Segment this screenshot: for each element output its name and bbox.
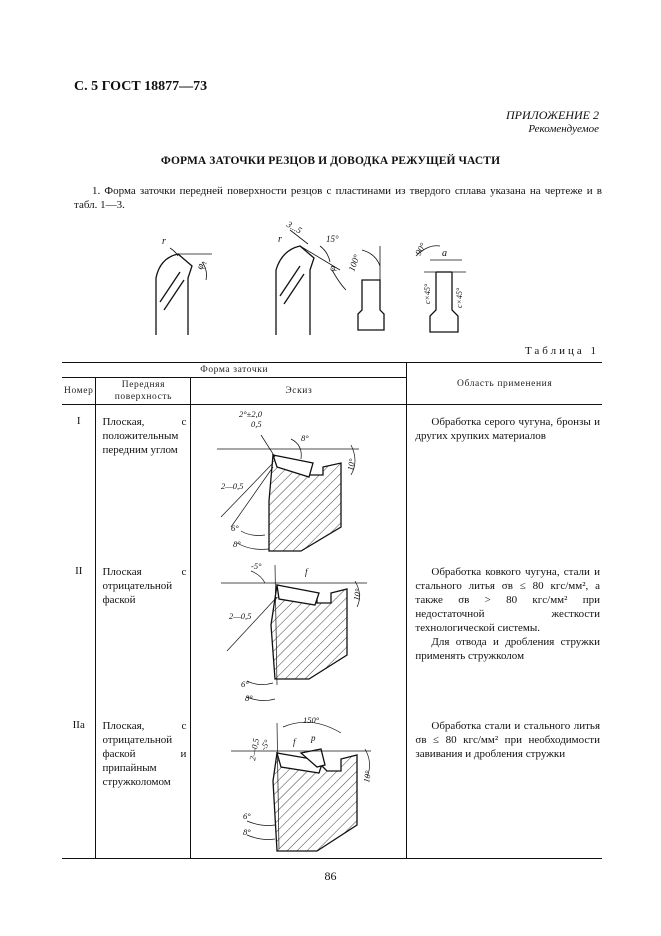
label-deg90: 90° xyxy=(413,241,429,257)
sketch-I xyxy=(191,405,406,553)
row-surface: Плоская с отрицательной фаской xyxy=(96,555,191,709)
row-sketch xyxy=(191,405,407,555)
sketch-II-label-6: 8° xyxy=(245,692,254,703)
table-row xyxy=(62,405,602,555)
sketch-I-label-6: 6° xyxy=(231,523,240,533)
sketch-I-label-1: 2°±2,0 xyxy=(239,409,263,419)
group-header: Форма заточки xyxy=(62,363,407,378)
tool-section-3 xyxy=(358,246,384,330)
label-phi2: φ xyxy=(326,264,339,274)
appendix-block xyxy=(506,108,599,136)
row-area xyxy=(407,405,602,555)
sketch-IIa-label-1: 150° xyxy=(303,714,320,725)
table-row xyxy=(62,555,602,709)
sketch-IIa-label-6: 10° xyxy=(361,769,374,783)
row-area-text: Для отвода и дробления стружки применять стружколом xyxy=(415,635,600,662)
label-r1: r xyxy=(162,236,166,247)
sketch-I-label-7: 8° xyxy=(233,539,242,549)
col-header-surface: Передняя поверхность xyxy=(96,378,191,405)
sketch-I-label-5: 2—0,5 xyxy=(221,481,244,491)
page-header: С. 5 ГОСТ 18877—73 xyxy=(74,79,208,94)
label-dim-35: 3...5 xyxy=(285,219,304,236)
label-deg100: 100° xyxy=(346,253,362,273)
sketch-IIa-label-8: 8° xyxy=(243,826,252,837)
tool-sketch-2 xyxy=(276,230,346,335)
document-title: ФОРМА ЗАТОЧКИ РЕЗЦОВ И ДОВОДКА РЕЖУЩЕЙ ЧАСТИ xyxy=(160,155,501,167)
appendix-label: ПРИЛОЖЕНИЕ 2 xyxy=(506,108,599,122)
label-a: a xyxy=(442,248,447,259)
col-header-number: Номер xyxy=(62,378,96,405)
label-phi1: φ₁ xyxy=(194,258,208,272)
sharpening-table xyxy=(62,362,602,859)
sketch-IIa-label-4: f xyxy=(293,736,296,747)
row-number: II xyxy=(62,555,96,709)
label-cx45-2: c×45° xyxy=(455,287,464,308)
sketch-II-label-5: 6° xyxy=(241,678,250,689)
row-sketch xyxy=(191,709,407,859)
row-sketch xyxy=(191,555,407,709)
row-area xyxy=(407,555,602,709)
intro-paragraph: 1. Форма заточки передней поверхности резцов с пластинами из твердого сплава указана на чертеже и в табл. 1—3. xyxy=(74,185,602,211)
sketch-II-label-3: 10° xyxy=(351,587,364,601)
row-number: I xyxy=(62,405,96,555)
row-surface: Плоская, с положительным передним углом xyxy=(96,405,191,555)
row-area xyxy=(407,709,602,859)
sketch-IIa xyxy=(191,709,406,857)
row-number: IIa xyxy=(62,709,96,859)
sketch-IIa-label-3: -5° xyxy=(258,737,273,752)
table-row xyxy=(62,709,602,859)
appendix-status: Рекомендуемое xyxy=(528,123,599,135)
label-cx45-1: c×45° xyxy=(423,283,432,304)
sketch-II-label-1: -5° xyxy=(251,560,262,571)
col-header-area: Область применения xyxy=(407,363,602,405)
sketch-IIa-label-5: p xyxy=(311,732,316,743)
label-deg15: 15° xyxy=(326,234,339,244)
col-header-sketch: Эскиз xyxy=(191,378,407,405)
sketch-I-label-3: 8° xyxy=(301,433,310,443)
sketch-II-label-2: f xyxy=(305,566,308,577)
page-number: 86 xyxy=(324,869,337,883)
sketch-I-label-2: 0,5 xyxy=(251,419,263,429)
tool-drawing-figure xyxy=(140,210,480,340)
table-caption: Таблица 1 xyxy=(524,345,599,357)
sketch-IIa-label-2: 2—0,5 xyxy=(247,737,262,761)
sketch-II-label-4: 2—0,5 xyxy=(229,610,252,621)
sketch-IIa-label-7: 6° xyxy=(243,810,252,821)
label-r2: r xyxy=(278,234,282,245)
row-surface: Плоская, с отрицательной фаской и припайным стружколомом xyxy=(96,709,191,859)
sketch-II xyxy=(191,555,406,705)
sketch-I-label-4: 10° xyxy=(345,457,358,472)
row-area-text: Обработка ковкого чугуна, стали и стального литья σв ≤ 80 кгс/мм², а также σв > 80 кгс/мм² при недостаточной жесткости технологической системы. xyxy=(415,565,600,634)
row-area-text: Обработка серого чугуна, бронзы и других хрупких материалов xyxy=(415,416,600,442)
row-area-text: Обработка стали и стального литья σв ≤ 80 кгс/мм² при необходимости завивания и дробления стружки xyxy=(415,719,600,760)
